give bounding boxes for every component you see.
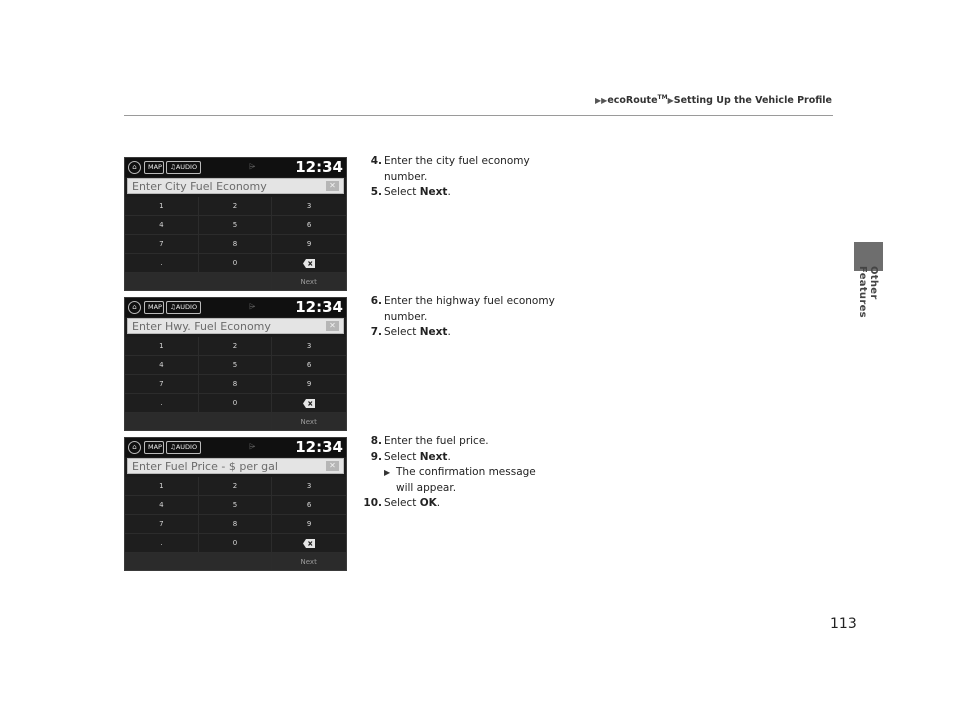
key-1[interactable]: 1: [125, 197, 199, 216]
key-8[interactable]: 8: [199, 515, 273, 534]
key-4[interactable]: 4: [125, 216, 199, 235]
key-5[interactable]: 5: [199, 496, 273, 515]
screen-status-bar: [125, 158, 346, 177]
screen-status-bar: [125, 298, 346, 317]
next-button[interactable]: Next: [272, 553, 346, 571]
clear-icon[interactable]: ✕: [326, 181, 339, 191]
key-1[interactable]: 1: [125, 477, 199, 496]
key-0[interactable]: 0: [199, 534, 273, 553]
steps-group-2: [362, 294, 572, 341]
next-button[interactable]: Next: [272, 273, 346, 291]
step-8: 8. Enter the fuel price.: [370, 435, 489, 447]
step-6: 6. Enter the highway fuel economy number.: [370, 295, 555, 323]
audio-button[interactable]: ♫AUDIO: [166, 301, 201, 314]
key-dot[interactable]: .: [125, 394, 199, 413]
clear-icon[interactable]: ✕: [326, 321, 339, 331]
key-3[interactable]: 3: [272, 337, 346, 356]
clock: 12:34: [295, 158, 343, 176]
key-5[interactable]: 5: [199, 216, 273, 235]
trademark: TM: [657, 94, 668, 101]
breadcrumb-arrow-icon: ▶: [667, 96, 674, 106]
key-6[interactable]: 6: [272, 216, 346, 235]
key-6[interactable]: 6: [272, 496, 346, 515]
key-dot[interactable]: .: [125, 534, 199, 553]
breadcrumb-arrow-icon: ▶▶: [595, 96, 608, 106]
key-8[interactable]: 8: [199, 375, 273, 394]
key-2[interactable]: 2: [199, 337, 273, 356]
step-10: 10. Select OK.: [363, 497, 441, 509]
clear-icon[interactable]: ✕: [326, 461, 339, 471]
breadcrumb: [595, 94, 832, 106]
backspace-icon[interactable]: [272, 534, 346, 553]
key-4[interactable]: 4: [125, 496, 199, 515]
signal-icon: ⩥: [249, 162, 256, 171]
chapter-label: Other Features: [857, 266, 879, 318]
backspace-icon[interactable]: [272, 394, 346, 413]
key-dot[interactable]: .: [125, 254, 199, 273]
home-icon[interactable]: ⌂: [128, 301, 141, 314]
key-8[interactable]: 8: [199, 235, 273, 254]
key-4[interactable]: 4: [125, 356, 199, 375]
clock: 12:34: [295, 438, 343, 456]
key-7[interactable]: 7: [125, 375, 199, 394]
map-button[interactable]: MAP: [144, 441, 164, 454]
screen-status-bar: [125, 438, 346, 457]
result-arrow-icon: ▶: [384, 468, 391, 477]
key-3[interactable]: 3: [272, 197, 346, 216]
breadcrumb-section: ecoRoute: [607, 95, 658, 107]
signal-icon: ⩥: [249, 442, 256, 451]
keypad: [125, 477, 346, 571]
key-9[interactable]: 9: [272, 235, 346, 254]
fuel-entry-field[interactable]: [127, 318, 344, 334]
home-icon[interactable]: ⌂: [128, 441, 141, 454]
key-6[interactable]: 6: [272, 356, 346, 375]
key-0[interactable]: 0: [199, 254, 273, 273]
key-3[interactable]: 3: [272, 477, 346, 496]
header-rule: [124, 115, 833, 116]
key-2[interactable]: 2: [199, 197, 273, 216]
key-2[interactable]: 2: [199, 477, 273, 496]
key-0[interactable]: 0: [199, 394, 273, 413]
fuel-entry-field[interactable]: [127, 458, 344, 474]
key-1[interactable]: 1: [125, 337, 199, 356]
step-4: 4. Enter the city fuel economy number.: [370, 155, 530, 183]
map-button[interactable]: MAP: [144, 161, 164, 174]
map-button[interactable]: MAP: [144, 301, 164, 314]
audio-button[interactable]: ♫AUDIO: [166, 161, 201, 174]
fuel-entry-field[interactable]: [127, 178, 344, 194]
backspace-icon[interactable]: [272, 254, 346, 273]
steps-group-3: [362, 434, 572, 512]
page-number: 113: [830, 616, 857, 632]
key-7[interactable]: 7: [125, 235, 199, 254]
keypad: [125, 337, 346, 431]
next-button[interactable]: Next: [272, 413, 346, 431]
step-5: 5. Select Next.: [370, 186, 451, 198]
steps-group-1: [362, 154, 562, 201]
field-label: Enter Hwy. Fuel Economy: [132, 320, 271, 333]
keypad-blank: [125, 273, 272, 291]
nav-screen-highway: [124, 297, 347, 431]
audio-button[interactable]: ♫AUDIO: [166, 441, 201, 454]
home-icon[interactable]: ⌂: [128, 161, 141, 174]
field-label: Enter City Fuel Economy: [132, 180, 267, 193]
nav-screen-price: [124, 437, 347, 571]
key-9[interactable]: 9: [272, 375, 346, 394]
step-9: 9. Select Next.: [370, 450, 451, 463]
step-9-result: ▶ The confirmation message will appear.: [384, 466, 536, 494]
clock: 12:34: [295, 298, 343, 316]
step-7: 7. Select Next.: [370, 326, 451, 338]
keypad-blank: [125, 553, 272, 571]
field-label: Enter Fuel Price - $ per gal: [132, 460, 278, 473]
nav-screen-city: [124, 157, 347, 291]
breadcrumb-page: Setting Up the Vehicle Profile: [673, 95, 832, 107]
key-5[interactable]: 5: [199, 356, 273, 375]
keypad: [125, 197, 346, 291]
signal-icon: ⩥: [249, 302, 256, 311]
keypad-blank: [125, 413, 272, 431]
key-9[interactable]: 9: [272, 515, 346, 534]
key-7[interactable]: 7: [125, 515, 199, 534]
